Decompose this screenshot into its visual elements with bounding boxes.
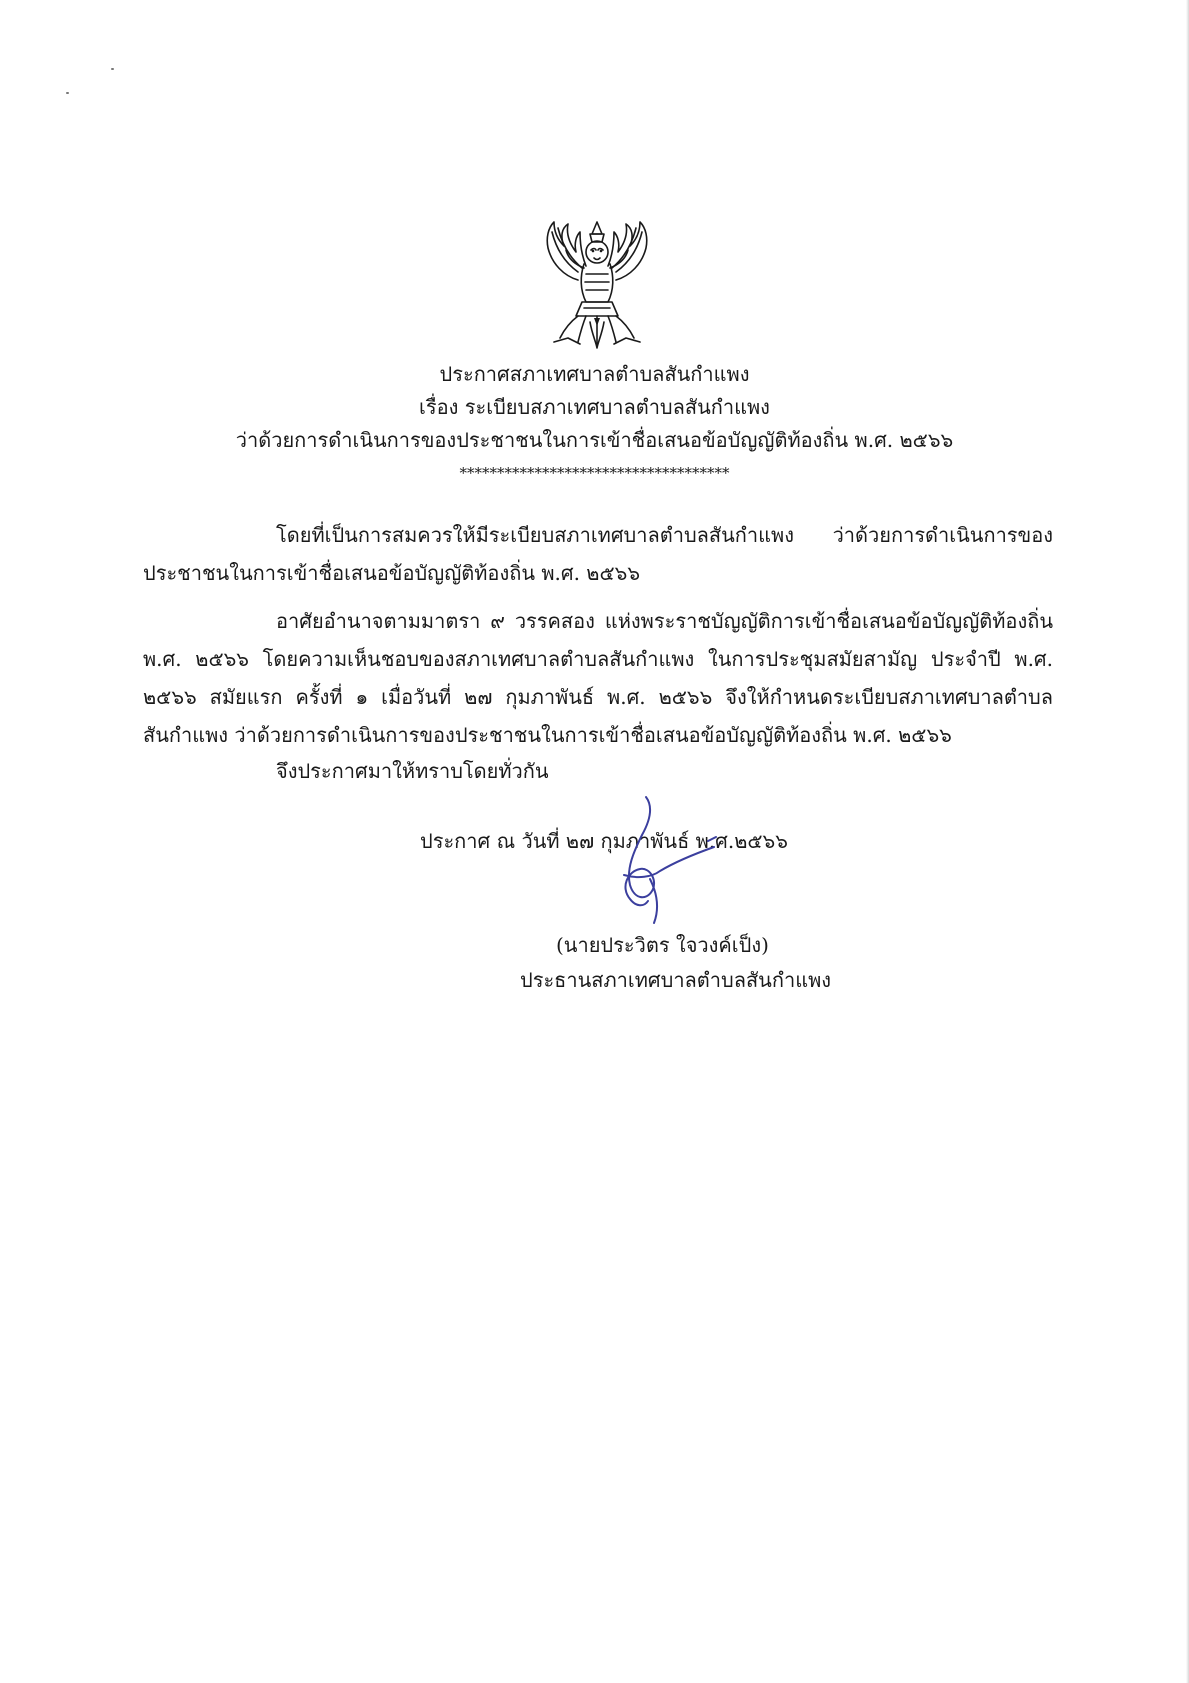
heading-separator: ************************************ xyxy=(459,464,730,482)
body-paragraph-1: โดยที่เป็นการสมควรให้มีระเบียบสภาเทศบาลตำบลสันกำแพง ว่าด้วยการดำเนินการของประชาชนในการเข้าชื่อเสนอข้อบัญญัติท้องถิ่น พ.ศ. ๒๕๖๖ xyxy=(143,523,1053,585)
signatory-position: ประธานสภาเทศบาลตำบลสันกำแพง xyxy=(520,968,832,992)
announcement-date: ประกาศ ณ วันที่ ๒๗ กุมภาพันธ์ พ.ศ.๒๕๖๖ xyxy=(420,829,788,853)
scan-speck xyxy=(66,92,69,94)
heading-subject: เรื่อง ระเบียบสภาเทศบาลตำบลสันกำแพง xyxy=(419,395,770,419)
scan-speck xyxy=(111,68,114,70)
body-paragraph-2: อาศัยอำนาจตามมาตรา ๙ วรรคสอง แห่งพระราชบัญญัติการเข้าชื่อเสนอข้อบัญญัติท้องถิ่น พ.ศ. ๒๕๖๖ โดยความเห็นชอบของสภาเทศบาลตำบลสันกำแพง ในการประชุมสมัยสามัญ ประจำปี พ.ศ. ๒๕๖๖ สมัยแรก ครั้งที่ ๑ เมื่อวันที่ ๒๗ กุมภาพันธ์ พ.ศ. ๒๕๖๖ จึงให้กำหนดระเบียบสภาเทศบาลตำบลสันกำแพง ว่าด้วยการดำเนินการของประชาชนในการเข้าชื่อเสนอข้อบัญญัติท้องถิ่น พ.ศ. ๒๕๖๖ xyxy=(143,609,1053,747)
handwritten-signature xyxy=(590,795,730,935)
heading-subtitle: ว่าด้วยการดำเนินการของประชาชนในการเข้าชื่อเสนอข้อบัญญัติท้องถิ่น พ.ศ. ๒๕๖๖ xyxy=(235,428,954,452)
signatory-name: (นายประวิตร ใจวงค์เป็ง) xyxy=(556,933,769,957)
heading-line-1: ประกาศสภาเทศบาลตำบลสันกำแพง xyxy=(439,362,750,386)
closing-statement: จึงประกาศมาให้ทราบโดยทั่วกัน xyxy=(276,759,549,783)
garuda-emblem-icon xyxy=(534,218,660,350)
